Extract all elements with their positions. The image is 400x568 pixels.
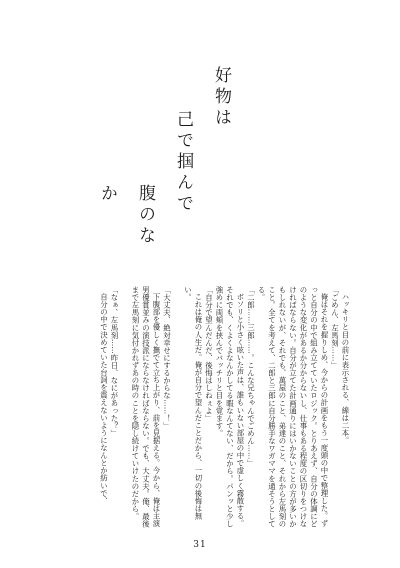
dialogue-line: 「自分で望んだんだ、後悔はしねぇよ」 [204, 286, 214, 422]
page-number: 31 [193, 540, 207, 550]
narration-paragraph: 俺はそれを握りしめ、今からの計画をもう一度頭の中で整理した。ずっと自分の中で組み立てていたロジック。とりあえず、自分の体調にどのような変化があるか分からないし、仕事もある程度の区切りをつけなければならない。自分が立てた計画通りにはいかないことの方が多いかもしれないが、それでも、萬屋のこと、弟達のこと、それから左馬刻のこと。全てを考えて、二郎と三郎に自分勝手なワガママを通そうとしてる。 [257, 286, 329, 528]
narration-paragraph: ボソリと小さく呟いた声は、誰もいない部屋の中で虚しく霧散する。それでも、くよくよなんかしてる暇なんてない、だから。パンッと少し強めに両頬を挟んでバッチリと目を覚ます。 [215, 286, 245, 528]
narration-paragraph: 自分の中で決めていた台詞を震えないようになんとか紡いで、 [99, 293, 109, 505]
title-line-1: 好物は [211, 66, 231, 129]
body-text [60, 286, 350, 531]
dialogue-line: 「なぁ、左馬刻……昨日、なにがあった？」 [110, 286, 119, 437]
title-line-3: 腹のなか [97, 184, 155, 247]
dialogue-line: 「大丈夫、絶対幸せにするからな……！」 [162, 286, 172, 430]
title-line-2: 己で掴んで [173, 110, 193, 215]
narration-paragraph: ハッキリと目の前に表示される、線は二本。 [341, 293, 350, 445]
dialogue-line: 「ごめん、左馬刻……」 [330, 286, 340, 370]
dialogue-line: 「二郎……三郎……。こんな兄ちゃんでごめん……」 [246, 286, 256, 468]
narration-paragraph: 下腹部を優しく撫でて立ち上がり、前を見据える。今から、俺は主演男優賞並みの演技派にならなければならない。でも、大丈夫。俺、最後まで左馬刻に気付かれずあの時のことを隠し続けていけたのだから。 [131, 286, 161, 528]
chapter-title [97, 66, 240, 266]
narration-paragraph: これは俺の人生だ。俺が自分で望んだことだから、一切の後悔は無い。 [183, 286, 203, 520]
